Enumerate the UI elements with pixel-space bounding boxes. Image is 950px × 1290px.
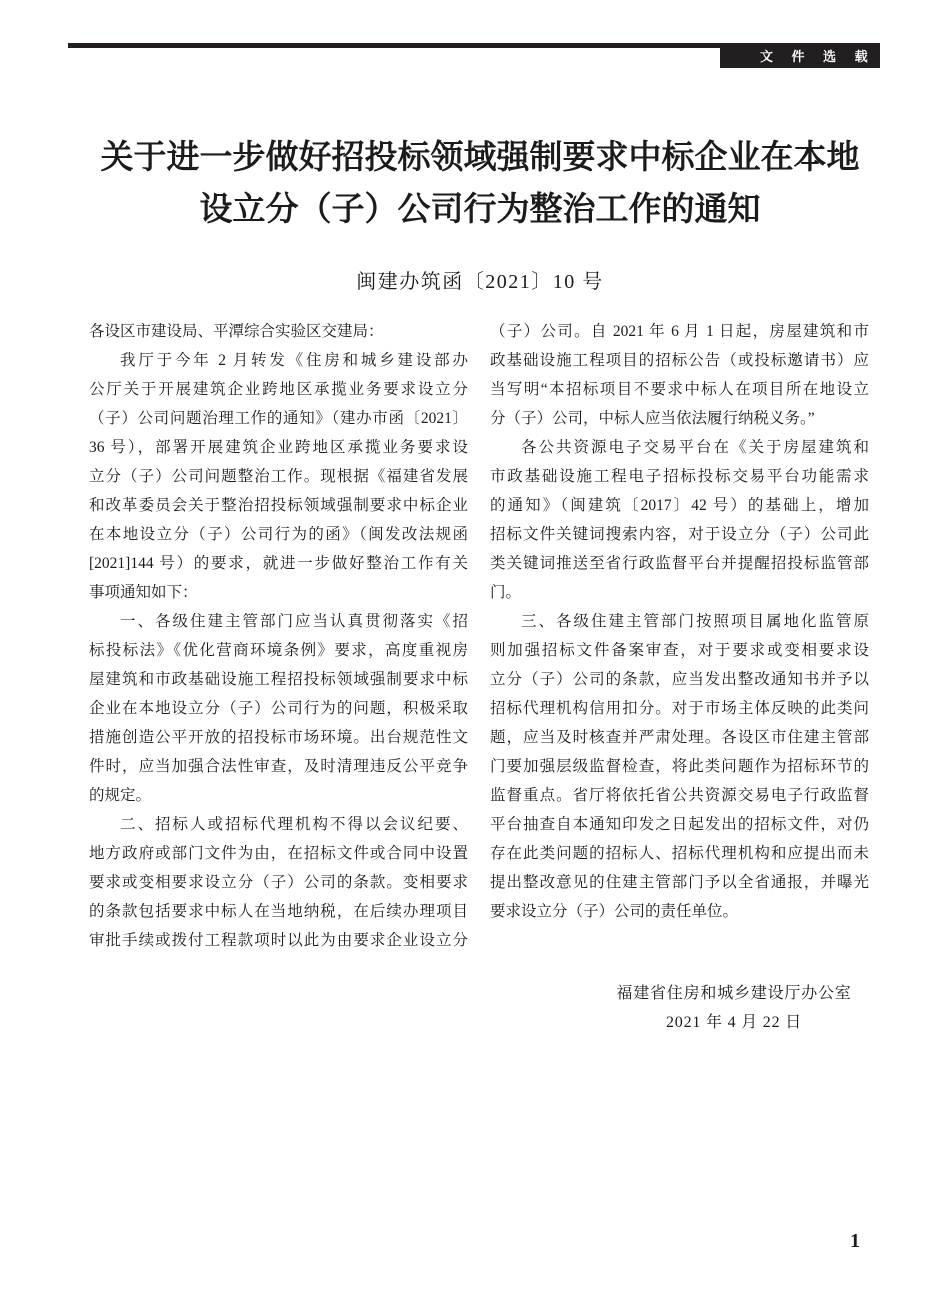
text-line: 当写明“本招标项目不要求中标人在项目所在地设立: [490, 381, 869, 398]
text-line: 措施创造公平开放的招投标市场环境。出台规范性文: [89, 729, 468, 746]
text-line: 题，应当及时核查并严肃处理。各设区市住建主管部: [490, 729, 869, 746]
salutation: 各设区市建设局、平潭综合实验区交建局：: [89, 323, 384, 340]
section-label: 文 件 选 载: [720, 48, 880, 68]
text-line: 市政基础设施工程电子招标投标交易平台功能需求: [490, 468, 869, 485]
text-line: 的通知》（闽建筑〔2017〕42 号）的基础上，增加: [490, 497, 869, 514]
text-line: 的条款包括要求中标人在当地纳税，在后续办理项目: [89, 903, 468, 920]
text-line: 存在此类问题的招标人、招标代理机构和应提出而未: [490, 845, 869, 862]
text-line: 在本地设立分（子）公司行为的函》（闽发改法规函: [89, 526, 468, 543]
text-line: 审批手续或拨付工程款项时以此为由要求企业设立分: [89, 932, 468, 949]
text-line: 件时，应当加强合法性审查，及时清理违反公平竞争: [89, 758, 468, 775]
text-line: 招标文件关键词搜索内容，对于设立分（子）公司此: [490, 526, 869, 543]
text-line: 立分（子）公司问题整治工作。现根据《福建省发展: [89, 468, 468, 485]
text-line: 要求或变相要求设立分（子）公司的条款。变相要求: [89, 874, 468, 891]
text-line: 一、各级住建主管部门应当认真贯彻落实《招: [120, 613, 468, 630]
text-line: 各公共资源电子交易平台在《关于房屋建筑和: [521, 439, 869, 456]
paragraph: [490, 607, 869, 926]
text-line: （子）公司问题治理工作的通知》（建办市函〔2021〕: [89, 410, 468, 427]
issue-date: 2021 年 4 月 22 日: [666, 1014, 802, 1031]
right-column: [490, 317, 869, 926]
paragraph: [89, 346, 468, 607]
text-line: 分（子）公司，中标人应当依法履行纳税义务。”: [490, 410, 815, 427]
text-line: 立分（子）公司的条款，应当发出整改通知书并予以: [490, 671, 869, 688]
text-line: 36 号），部署开展建筑企业跨地区承揽业务要求设: [89, 439, 468, 456]
text-line: 屋建筑和市政基础设施工程招投标领域强制要求中标: [89, 671, 468, 688]
text-line: 公厅关于开展建筑企业跨地区承揽业务要求设立分: [89, 381, 468, 398]
text-line: [2021]144 号）的要求，就进一步做好整治工作有关: [89, 555, 468, 572]
text-line: 门要加强层级监督检查，将此类问题作为招标环节的: [490, 758, 869, 775]
paragraph-continued: [490, 317, 869, 433]
text-line: 平台抽查自本通知印发之日起发出的招标文件，对仍: [490, 816, 869, 833]
text-line: 政基础设施工程项目的招标公告（或投标邀请书）应: [490, 352, 869, 369]
text-line: 要求设立分（子）公司的责任单位。: [490, 903, 739, 920]
left-column: [89, 317, 468, 955]
text-line: 招标代理机构信用扣分。对于市场主体反映的此类问: [490, 700, 869, 717]
paragraph: [89, 810, 468, 955]
text-line: 事项通知如下：: [89, 584, 198, 601]
text-line: 门。: [490, 584, 522, 601]
text-line: 标投标法》《优化营商环境条例》要求，高度重视房: [89, 642, 468, 659]
paragraph: [89, 607, 468, 810]
page-number: 1: [850, 1230, 860, 1252]
issuer-name: 福建省住房和城乡建设厅办公室: [616, 985, 852, 1002]
text-line: 类关键词推送至省行政监督平台并提醒招投标监管部: [490, 555, 869, 572]
document-number: 闽建办筑函〔2021〕10 号: [356, 271, 604, 293]
title-line-1: 关于进一步做好招投标领域强制要求中标企业在本地: [100, 140, 860, 176]
text-line: 我厅于今年 2 月转发《住房和城乡建设部办: [120, 352, 468, 369]
text-line: 企业在本地设立分（子）公司行为的问题，积极采取: [89, 700, 468, 717]
text-line: 地方政府或部门文件为由，在招标文件或合同中设置: [89, 845, 468, 862]
text-line: 的规定。: [89, 787, 152, 804]
text-line: 三、各级住建主管部门按照项目属地化监管原: [521, 613, 869, 630]
paragraph: [490, 433, 869, 607]
text-line: 二、招标人或招标代理机构不得以会议纪要、: [120, 816, 468, 833]
document-title: [10, 132, 950, 236]
text-line: （子）公司。自 2021 年 6 月 1 日起，房屋建筑和市: [490, 323, 869, 340]
title-line-2: 设立分（子）公司行为整治工作的通知: [199, 192, 761, 228]
text-line: 和改革委员会关于整治招投标领域强制要求中标企业: [89, 497, 468, 514]
signature-block: [600, 979, 868, 1037]
text-line: 提出整改意见的住建主管部门予以全省通报，并曝光: [490, 874, 869, 891]
text-line: 监督重点。省厅将依托省公共资源交易电子行政监督: [490, 787, 869, 804]
text-line: 则加强招标文件备案审查，对于要求或变相要求设: [490, 642, 869, 659]
